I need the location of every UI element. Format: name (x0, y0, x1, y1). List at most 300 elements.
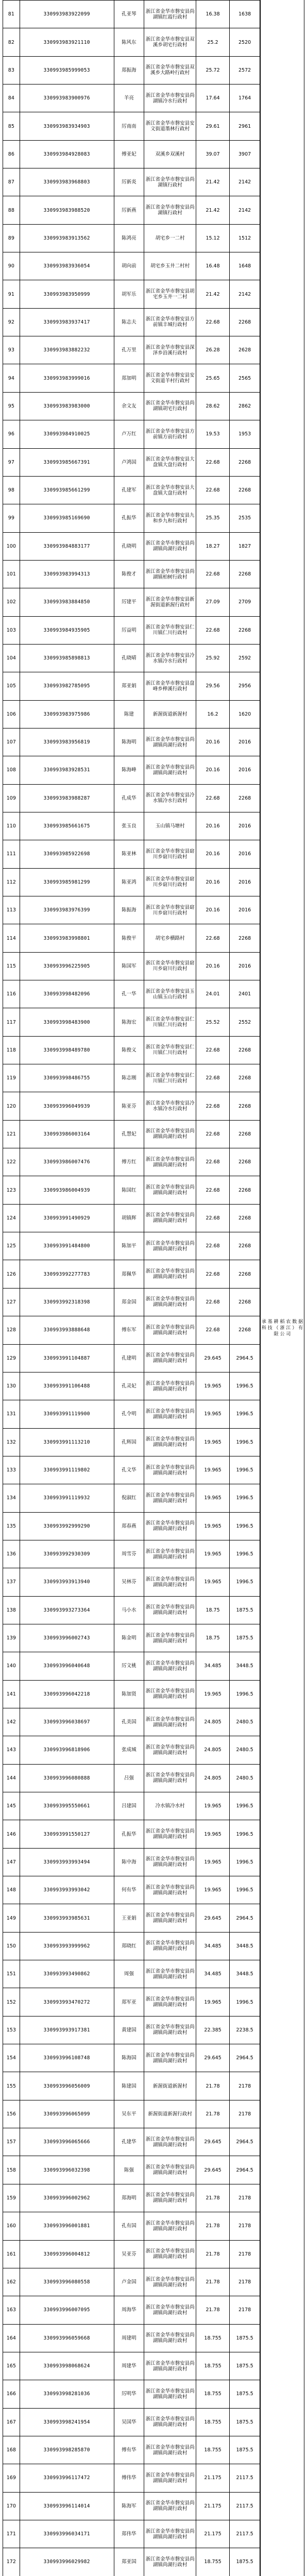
id-number: 330993996065099 (20, 2100, 114, 2128)
area-value: 19.965 (196, 1540, 229, 1568)
table-row (3, 1120, 260, 1148)
area-value: 21.78 (196, 2100, 229, 2128)
area-value: 24.805 (196, 1764, 229, 1792)
amount-value: 2480.5 (230, 1736, 260, 1764)
address: 浙江省金华市磐安县尚湖镇尚湖行政村 (144, 1596, 196, 1624)
address: 浙江省金华市磐安县安文街道羊村行政村 (144, 364, 196, 392)
row-number: 170 (3, 2492, 20, 2520)
person-name: 孔成华 (114, 784, 144, 812)
person-name: 吕强 (114, 1764, 144, 1792)
id-number: 330993998068624 (20, 2352, 114, 2380)
amount-value: 2628 (230, 336, 260, 364)
table-row (3, 2352, 260, 2380)
row-number: 88 (3, 196, 20, 224)
row-number: 137 (3, 1568, 20, 1596)
address: 浙江省金华市磐安县新渥街道新渥行政村 (144, 588, 196, 616)
person-name: 孔建明 (114, 1344, 144, 1372)
table-row (3, 1232, 260, 1260)
area-value: 17.64 (196, 84, 229, 112)
address: 双溪乡双溪村 (144, 140, 196, 168)
area-value: 39.07 (196, 140, 229, 168)
area-value: 25.35 (196, 504, 229, 532)
row-number: 92 (3, 308, 20, 336)
table-row (3, 896, 260, 924)
id-number: 330993983956819 (20, 728, 114, 756)
address: 浙江省金华市磐安县冷水镇冷水行政村 (144, 784, 196, 812)
area-value: 18.75 (196, 1596, 229, 1624)
table-row (3, 1792, 260, 1820)
person-name: 厉新燕 (114, 196, 144, 224)
row-number: 90 (3, 252, 20, 280)
id-number: 330993985169690 (20, 504, 114, 532)
amount-value: 2268 (230, 1232, 260, 1260)
amount-value: 1638 (230, 1, 260, 28)
table-row (3, 2044, 260, 2072)
table-row (3, 616, 260, 644)
table-row (3, 588, 260, 616)
address: 浙江省金华市磐安县尚湖镇尚湖行政村 (144, 1876, 196, 1904)
area-value: 29.56 (196, 672, 229, 700)
amount-value: 2268 (230, 1036, 260, 1064)
person-name: 孔晓明 (114, 532, 144, 560)
amount-value: 2401 (230, 980, 260, 1008)
address: 浙江省金华市磐安县尚湖镇尚湖行政村 (144, 1120, 196, 1148)
address: 浙江省金华市磐安县尚湖镇尚湖行政村 (144, 2016, 196, 2044)
person-name: 孔一华 (114, 980, 144, 1008)
table-row (3, 2212, 260, 2240)
table-row (3, 112, 260, 140)
amount-value: 2268 (230, 1288, 260, 1316)
person-name: 郑佩华 (114, 1260, 144, 1288)
row-number: 106 (3, 700, 20, 728)
address: 浙江省金华市磐安县尚湖镇尚湖行政村 (144, 2184, 196, 2212)
table-row (3, 1960, 260, 1988)
table-row (3, 784, 260, 812)
address: 浙江省金华市磐安县尚湖镇冷水行政村 (144, 84, 196, 112)
amount-value: 2268 (230, 924, 260, 952)
table-row (3, 2436, 260, 2464)
area-value: 18.755 (196, 2380, 229, 2408)
person-name: 傅亚妃 (114, 140, 144, 168)
table-row (3, 532, 260, 560)
address: 浙江省金华市磐安县尚湖镇行政村 (144, 168, 196, 196)
id-number: 330993983921110 (20, 28, 114, 56)
table-row (3, 2100, 260, 2128)
id-number: 330993983999016 (20, 364, 114, 392)
area-value: 19.965 (196, 1680, 229, 1708)
table-row (3, 2268, 260, 2296)
area-value: 25.65 (196, 364, 229, 392)
table-row (3, 2520, 260, 2548)
amount-value: 1996.5 (230, 1512, 260, 1540)
id-number: 330993983913562 (20, 224, 114, 252)
person-name: 羊亮 (114, 84, 144, 112)
person-name: 郑军亚 (114, 1988, 144, 2016)
address: 浙江省金华市磐安县尚湖镇尚湖行政村 (144, 1932, 196, 1960)
row-number: 143 (3, 1736, 20, 1764)
address: 浙江省金华市磐安县尚湖镇胡宅行政村 (144, 392, 196, 420)
table-row (3, 1176, 260, 1204)
person-name: 马小水 (114, 1596, 144, 1624)
amount-value: 2572 (230, 56, 260, 84)
area-value: 29.645 (196, 2128, 229, 2156)
row-number: 147 (3, 1848, 20, 1876)
id-number: 330993993993042 (20, 1876, 114, 1904)
area-value: 22.68 (196, 476, 229, 504)
id-number: 330993996002962 (20, 2184, 114, 2212)
person-name: 陈振海 (114, 896, 144, 924)
amount-value: 2268 (230, 1260, 260, 1288)
table-row (3, 728, 260, 756)
amount-value: 1996.5 (230, 1456, 260, 1484)
address: 浙江省金华市磐安县尚湖镇尚湖行政村 (144, 2240, 196, 2268)
amount-value: 1996.5 (230, 1428, 260, 1456)
id-number: 330993991484800 (20, 1232, 114, 1260)
table-row (3, 1260, 260, 1288)
table-row (3, 364, 260, 392)
person-name: 卢鸿国 (114, 448, 144, 476)
person-name: 厉文桃 (114, 1652, 144, 1680)
row-number: 97 (3, 448, 20, 476)
person-name: 郑晓红 (114, 1932, 144, 1960)
person-name: 孔美国 (114, 1708, 144, 1736)
table-row (3, 2072, 260, 2100)
amount-value: 3448.5 (230, 1960, 260, 1988)
person-name: 陈志夫 (114, 308, 144, 336)
row-number: 151 (3, 1960, 20, 1988)
row-number: 128 (3, 1316, 20, 1344)
row-number: 161 (3, 2240, 20, 2268)
row-number: 125 (3, 1232, 20, 1260)
area-value: 25.72 (196, 56, 229, 84)
row-number: 118 (3, 1036, 20, 1064)
area-value: 22.68 (196, 1204, 229, 1232)
table-row (3, 840, 260, 868)
table-row (3, 560, 260, 588)
amount-value: 2016 (230, 812, 260, 840)
table-row (3, 392, 260, 420)
id-number: 330993985922698 (20, 840, 114, 868)
amount-value: 1875.5 (230, 2548, 260, 2576)
amount-value: 1996.5 (230, 1792, 260, 1820)
area-value: 19.965 (196, 1428, 229, 1456)
area-value: 19.965 (196, 1456, 229, 1484)
area-value: 19.965 (196, 1792, 229, 1820)
area-value: 19.965 (196, 1512, 229, 1540)
amount-value: 2552 (230, 1008, 260, 1036)
area-value: 24.805 (196, 1736, 229, 1764)
id-number: 330993998241954 (20, 2408, 114, 2436)
person-name: 陈志刚 (114, 1064, 144, 1092)
id-number: 330993991106488 (20, 1372, 114, 1400)
address: 浙江省金华市磐安县冷水镇冷水行政村 (144, 644, 196, 672)
address: 浙江省金华市磐安县双溪乡大路岭行政村 (144, 56, 196, 84)
address: 胡宅乡横路村 (144, 924, 196, 952)
area-value: 21.78 (196, 2212, 229, 2240)
area-value: 18.27 (196, 532, 229, 560)
area-value: 21.42 (196, 168, 229, 196)
table-row (3, 700, 260, 728)
id-number: 330993985661299 (20, 476, 114, 504)
area-value: 18.755 (196, 2408, 229, 2436)
amount-value: 1875.5 (230, 2436, 260, 2464)
area-value: 29.645 (196, 2044, 229, 2072)
table-row (3, 1596, 260, 1624)
id-number: 330993998483900 (20, 1008, 114, 1036)
id-number: 330993986007476 (20, 1148, 114, 1176)
id-number: 330993986004939 (20, 1176, 114, 1204)
row-number: 132 (3, 1428, 20, 1456)
area-value: 19.965 (196, 1848, 229, 1876)
id-number: 330993996004812 (20, 2240, 114, 2268)
amount-value: 2016 (230, 756, 260, 784)
table-row (3, 1428, 260, 1456)
id-number: 330993985667391 (20, 448, 114, 476)
table-body (3, 1, 260, 2576)
area-value: 26.28 (196, 336, 229, 364)
area-value: 21.78 (196, 2184, 229, 2212)
table-row (3, 1456, 260, 1484)
address: 浙江省金华市磐安县方前镇方前行政村 (144, 420, 196, 448)
table-row (3, 1708, 260, 1736)
row-number: 168 (3, 2436, 20, 2464)
amount-value: 2862 (230, 392, 260, 420)
amount-value: 1953 (230, 420, 260, 448)
row-number: 89 (3, 224, 20, 252)
row-number: 165 (3, 2352, 20, 2380)
address: 浙江省金华市磐安县尚湖镇尚湖行政村 (144, 1512, 196, 1540)
table-row (3, 1988, 260, 2016)
address: 浙江省金华市磐安县尚湖镇尚湖行政村 (144, 1260, 196, 1288)
person-name: 张成城 (114, 1736, 144, 1764)
table-row (3, 336, 260, 364)
table-row (3, 1, 260, 28)
person-name: 何有华 (114, 1876, 144, 1904)
area-value: 25.92 (196, 644, 229, 672)
person-name: 卢金国 (114, 2268, 144, 2296)
row-number: 138 (3, 1596, 20, 1624)
row-number: 144 (3, 1764, 20, 1792)
person-name: 郑金国 (114, 1288, 144, 1316)
area-value: 22.68 (196, 1316, 229, 1344)
id-number: 330993996029982 (20, 2548, 114, 2576)
address: 浙江省金华市磐安县尚湖镇行政村 (144, 196, 196, 224)
area-value: 29.645 (196, 1904, 229, 1932)
person-name: 厉建平 (114, 588, 144, 616)
row-number: 105 (3, 672, 20, 700)
row-number: 99 (3, 504, 20, 532)
person-name: 孔文华 (114, 1456, 144, 1484)
id-number: 330993983994313 (20, 560, 114, 588)
person-name: 吴东平 (114, 2100, 144, 2128)
area-value: 29.645 (196, 2156, 229, 2184)
person-name: 孔晓晴 (114, 644, 144, 672)
table-row (3, 252, 260, 280)
table-row (3, 56, 260, 84)
area-value: 21.78 (196, 2072, 229, 2100)
person-name: 陈海宏 (114, 1008, 144, 1036)
person-name: 孔亚琴 (114, 1, 144, 28)
table-row (3, 224, 260, 252)
person-name: 胡军乐 (114, 280, 144, 308)
address: 新渥街道新渥村 (144, 700, 196, 728)
person-name: 陈俊平 (114, 924, 144, 952)
table-row (3, 1568, 260, 1596)
id-number: 330993998285870 (20, 2436, 114, 2464)
address: 浙江省金华市磐安县盘峰乡榉溪行政村 (144, 672, 196, 700)
person-name: 周建华 (114, 2352, 144, 2380)
row-number: 84 (3, 84, 20, 112)
amount-value: 2016 (230, 728, 260, 756)
person-name: 郑亚娟 (114, 672, 144, 700)
amount-value: 3448.5 (230, 1652, 260, 1680)
address: 浙江省金华市磐安县窈川乡窈川行政村 (144, 896, 196, 924)
id-number: 330993984935905 (20, 616, 114, 644)
person-name: 陈亚林 (114, 840, 144, 868)
id-number: 330993993490862 (20, 1960, 114, 1988)
amount-value: 1996.5 (230, 1540, 260, 1568)
area-value: 22.68 (196, 1176, 229, 1204)
area-value: 22.68 (196, 308, 229, 336)
row-number: 148 (3, 1876, 20, 1904)
table-row (3, 504, 260, 532)
person-name: 陈加贤 (114, 1680, 144, 1708)
table-row (3, 644, 260, 672)
person-name: 陈海峰 (114, 756, 144, 784)
person-name: 陈鸿亮 (114, 224, 144, 252)
address: 浙江省金华市磐安县尚湖镇尚湖行政村 (144, 2408, 196, 2436)
amount-value: 1996.5 (230, 1372, 260, 1400)
id-number: 330993983928531 (20, 756, 114, 784)
address: 浙江省金华市磐安县尚湖镇尚湖行政村 (144, 2268, 196, 2296)
id-number: 330993992930309 (20, 1540, 114, 1568)
id-number: 330993984928083 (20, 140, 114, 168)
id-number: 330993991119932 (20, 1484, 114, 1512)
id-number: 330993993985631 (20, 1904, 114, 1932)
area-value: 19.965 (196, 1372, 229, 1400)
amount-value: 2178 (230, 2184, 260, 2212)
row-number: 163 (3, 2296, 20, 2324)
amount-value: 2592 (230, 644, 260, 672)
id-number: 330993985661675 (20, 812, 114, 840)
id-number: 330993984883177 (20, 532, 114, 560)
area-value: 15.12 (196, 224, 229, 252)
area-value: 27.09 (196, 588, 229, 616)
address: 浙江省金华市磐安县仁川镇仁川行政村 (144, 616, 196, 644)
table-row (3, 28, 260, 56)
area-value: 18.75 (196, 1624, 229, 1652)
area-value: 22.68 (196, 560, 229, 588)
address: 冷水镇冷水村 (144, 1792, 196, 1820)
row-number: 98 (3, 476, 20, 504)
area-value: 20.16 (196, 896, 229, 924)
id-number: 330993996080558 (20, 2268, 114, 2296)
row-number: 117 (3, 1008, 20, 1036)
address: 浙江省金华市磐安县尚湖镇尚湖行政村 (144, 1820, 196, 1848)
id-number: 330993996042218 (20, 1680, 114, 1708)
id-number: 330993983968803 (20, 168, 114, 196)
area-value: 20.16 (196, 952, 229, 980)
area-value: 22.68 (196, 448, 229, 476)
row-number: 104 (3, 644, 20, 672)
table-row (3, 1288, 260, 1316)
row-number: 95 (3, 392, 20, 420)
row-number: 154 (3, 2044, 20, 2072)
person-name: 厉新炎 (114, 168, 144, 196)
area-value: 34.485 (196, 1960, 229, 1988)
row-number: 96 (3, 420, 20, 448)
person-name: 郑振海 (114, 56, 144, 84)
address: 浙江省金华市磐安县仁川镇仁川行政村 (144, 1036, 196, 1064)
person-name: 吴亚芬 (114, 2240, 144, 2268)
person-name: 吴国华 (114, 2408, 144, 2436)
amount-value: 1996.5 (230, 1876, 260, 1904)
person-name: 孔振华 (114, 504, 144, 532)
area-value: 16.2 (196, 700, 229, 728)
amount-value: 2238.5 (230, 2016, 260, 2044)
address: 浙江省金华市磐安县仁川镇仁川行政村 (144, 1064, 196, 1092)
area-value: 22.68 (196, 616, 229, 644)
amount-value: 2016 (230, 952, 260, 980)
person-name: 陈中海 (114, 1848, 144, 1876)
address: 浙江省金华市磐安县尚湖镇尚湖行政村 (144, 1316, 196, 1344)
area-value: 22.385 (196, 2016, 229, 2044)
row-number: 83 (3, 56, 20, 84)
id-number: 330993983934903 (20, 112, 114, 140)
amount-value: 2268 (230, 1148, 260, 1176)
table-row (3, 168, 260, 196)
amount-value: 1996.5 (230, 1988, 260, 2016)
address: 浙江省金华市磐安县窈川乡窈川行政村 (144, 840, 196, 868)
area-value: 21.78 (196, 2240, 229, 2268)
row-number: 91 (3, 280, 20, 308)
address: 浙江省金华市磐安县尚湖镇红霞行政村 (144, 1, 196, 28)
table-row (3, 868, 260, 896)
amount-value: 2268 (230, 1120, 260, 1148)
table-row (3, 1148, 260, 1176)
id-number: 330993996065666 (20, 2128, 114, 2156)
address: 浙江省金华市磐安县尚湖镇尚湖行政村 (144, 1456, 196, 1484)
amount-value: 1996.5 (230, 1848, 260, 1876)
table-row (3, 2240, 260, 2268)
row-number: 127 (3, 1288, 20, 1316)
table-row (3, 1064, 260, 1092)
id-number: 330993993917381 (20, 2016, 114, 2044)
row-number: 82 (3, 28, 20, 56)
area-value: 18.755 (196, 2324, 229, 2352)
area-value: 20.16 (196, 812, 229, 840)
address: 浙江省金华市磐安县尚湖镇尚湖行政村 (144, 756, 196, 784)
table-row (3, 140, 260, 168)
id-number: 330993991119900 (20, 1400, 114, 1428)
table-row (3, 1092, 260, 1120)
person-name: 吴林芬 (114, 1568, 144, 1596)
table-row (3, 420, 260, 448)
row-number: 111 (3, 840, 20, 868)
table-row (3, 2548, 260, 2576)
area-value: 16.38 (196, 1, 229, 28)
row-number: 122 (3, 1148, 20, 1176)
area-value: 21.78 (196, 2268, 229, 2296)
address: 浙江省金华市磐安县尚湖镇尚湖行政村 (144, 1736, 196, 1764)
address: 浙江省金华市磐安县尚湖镇尚湖行政村 (144, 2464, 196, 2492)
amount-value: 2268 (230, 560, 260, 588)
amount-value: 1996.5 (230, 1680, 260, 1708)
address: 胡宅乡玉井二村村 (144, 252, 196, 280)
address: 浙江省金华市磐安县安文街道墨林行政村 (144, 112, 196, 140)
amount-value: 3448.5 (230, 1932, 260, 1960)
row-number: 113 (3, 896, 20, 924)
